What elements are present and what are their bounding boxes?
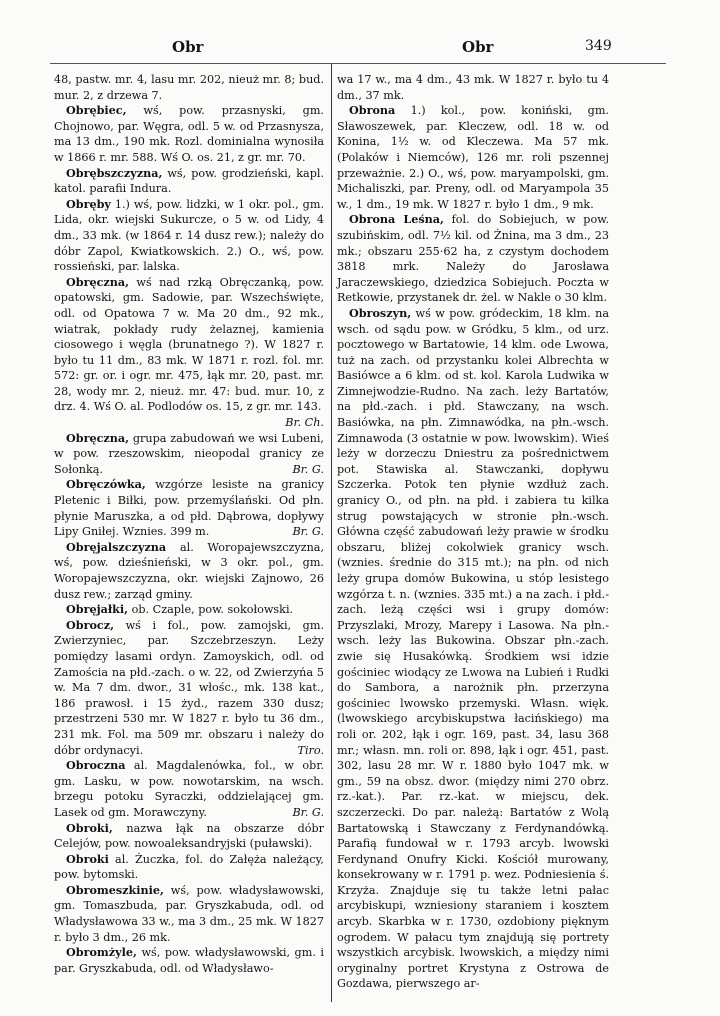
entry-text: wś i fol., pow. zamojski, gm. Zwierzyniec, par. Szczebrzeszyn. Leży pomiędzy lasami ordyn. Zamoyskich, odl. od Zamościa na płd.-zach. o w. 22, od Zwierzyńa 5 w. Ma 7 dm. dwor., 31 włośc., mk. 138 kat., 186 prawosł. i 15 żyd., razem 330 dusz; przestrzeni 530 mr. W 1827 r. było tu 36 dm., 231 mk. Fol. ma 509 mr. obszaru i należy do dóbr ordynacyi. <box>54 618 324 757</box>
author-signature: Br. G. <box>292 525 324 539</box>
entry-headword: Obręczówka, <box>66 477 146 492</box>
page-number: 349 <box>585 38 612 54</box>
entry-text: nazwa łąk na obszarze dóbr Celejów, pow. nowoaleksandryjski (puławski). <box>54 821 324 851</box>
entry-text: wa 17 w., ma 4 dm., 43 mk. W 1827 r. było tu 4 dm., 37 mk. <box>337 73 609 102</box>
dictionary-entry <box>54 477 324 539</box>
entry-text: wś, pow. przasnyski, gm. Chojnowo, par. Węgra, odl. 5 w. od Przasnysza, ma 13 dm., 190 mk. Rozl. dominialna wynosiła w 1866 r. mr. 588. Wś O. os. 21, z gr. mr. 70. <box>54 104 324 164</box>
entry-text: wś, pow. grodzieński, kapl. katol. parafii Indura. <box>54 166 324 196</box>
dictionary-entry <box>54 883 324 945</box>
dictionary-entry <box>54 602 324 618</box>
author-signature: Br. G. <box>292 805 324 819</box>
entry-text: 1.) wś, pow. lidzki, w 1 okr. pol., gm. Lida, okr. wiejski Sukurcze, o 5 w. od Lidy, 4 dm., 33 mk. (w 1864 r. 14 dusz rew.); należy do dóbr Zapol, Kwiatkowskich. 2.) O., wś, pow. rossieński, par. lalska. <box>54 197 324 274</box>
entry-text: wzgórze lesiste na granicy Pletenic i Biłki, pow. przemyślański. Od płn. płynie Maruszka, a od płd. Dąbrowa, dopływy Lipy Gniłej. Wznies. 399 m. <box>54 478 324 539</box>
entry-headword: Obroki, <box>66 820 113 835</box>
entry-text: fol. do Sobiejuch, w pow. szubińskim, odl. 7½ kil. od Żnina, ma 3 dm., 23 mk.; obszaru 255·62 ha, z czystym dochodem 3818 mrk. Należy do Jarosława Jaraczewskiego, dziedzica Sobiejuch. Poczta w Retkowie, przystanek dr. żel. w Nakle o 30 klm. <box>337 213 610 305</box>
left-column <box>54 72 324 976</box>
dictionary-entry <box>54 821 324 852</box>
entry-headword: Obroczna <box>66 758 126 773</box>
entry-headword: Obromeszkinie, <box>66 882 164 897</box>
entry-text: ob. Czaple, pow. sokołowski. <box>131 603 294 617</box>
dictionary-entry <box>54 618 324 758</box>
dictionary-entry <box>337 212 609 306</box>
entry-headword: Obromżyle, <box>66 945 137 960</box>
entry-headword: Obrębiec, <box>66 103 127 118</box>
dictionary-entry <box>54 540 324 602</box>
entry-text: wś, pow. władysławowski, gm. Tomaszbuda, par. Gryszkabuda, odl. od Władysławowa 33 w., ma 3 dm., 25 mk. W 1827 r. było 3 dm., 26 mk. <box>54 883 325 944</box>
dictionary-entry <box>54 758 324 820</box>
entry-text: 1.) kol., pow. koniński, gm. Sławoszewek, par. Kleczew, odl. 18 w. od Konina, 1½ w. od Kleczewa. Ma 57 mk. (Polaków i Niemców), 126 mr. roli pszennej przeważnie. 2.) O., wś, pow. maryampolski, gm. Michaliszki, par. Preny, odl. od Maryampola 35 w., 1 dm., 19 mk. W 1827 r. było 1 dm., 9 mk. <box>337 104 609 211</box>
author-signature: Tiro. <box>297 743 324 757</box>
dictionary-entry <box>54 852 324 883</box>
dictionary-entry <box>337 103 609 212</box>
entry-headword: Obrona <box>349 103 396 118</box>
running-header-right: Obr <box>462 38 494 56</box>
entry-text: al. Magdalenówka, fol., w obr. gm. Lasku, w pow. nowotarskim, na wsch. brzegu potoku Syraczki, oddzielającej gm. Lasek od gm. Morawczyny. <box>54 759 324 819</box>
entry-text: wś w pow. gródeckim, 18 klm. na wsch. od sądu pow. w Gródku, 5 klm., od urz. pocztowego w Bartatowie, 14 klm. ode Lwowa, tuż na zach. od przystanku kolei Albrechta w Basiówce a 6 klm. od st. kol. Karola Ludwika w Zimnejwodzie-Rudno. Na zach. leży Bartatów, na płd.-zach. i płd. Stawczany, na wsch. Basiówka, na płn. Zimnawódka, na płn.-wsch. Zimnawoda (3 ostatnie w pow. lwowskim). Wieś leży w dorzeczu Dniestru za pośrednictwem pot. Stawiska al. Stawczanki, dopływu Szczerka. Potok ten płynie wzdłuż zach. granicy O., od płn. na płd. i zabiera tu kilka strug powstających w stronie płn.-wsch. Główna część zabudowań leży prawie w środku obszaru, bliżej cokolwiek granicy wsch. (wznies. średnie do 315 mt.); na płn. od nich leży grupa domów Bukowina, u stóp lesistego wzgórza t. n. (wznies. 335 mt.) a na zach. i płd.-zach. leżą części wsi i grupy domów: Przyszlaki, Mrozy, Marepy i Lasowa. Na płn.-wsch. leży las Bukowina. Obszar płn.-zach. zwie się Husakówką. Środkiem wsi idzie gościniec wiodący ze Lwowa na Lubień i Rudki do Sambora, a narożnik płn. przerzyna gościniec lwowsko przemyski. Własn. więk. (lwowskiego arcybiskupstwa łacińskiego) ma roli or. 202, łąk i ogr. 169, past. 34, lasu 368 mr.; własn. mn. roli or. 898, łąk i ogr. 451, past. 302, lasu 28 mr. W r. 1880 było 1047 mk. w gm., 59 na obsz. dwor. (między nimi 270 obrz. rz.-kat.). Par. rz.-kat. w miejscu, dek. szczerzecki. Do par. należą: Bartatów z Wolą Bartatowską i Stawczany z Ferdynandówką. Parafią fundował w r. 1793 arcyb. lwowski Ferdynand Onufry Kicki. Kościół murowany, konsekrowany w r. 1791 p. wez. Podniesienia ś. Krzyża. Znajduje się tu także letni pałac arcybiskupi, wzniesiony staraniem i kosztem arcyb. Skarbka w r. 1730, ozdobiony pięknym ogrodem. W pałacu tym znajdują się portrety wszystkich arcybisk. lwowskich, a między nimi oryginalny portret Krystyna z Ostrowa de Gozdawa, pierwszego ar- <box>337 306 609 991</box>
dictionary-entry <box>54 431 324 478</box>
entry-headword: Obręczna, <box>66 274 130 289</box>
entry-text: wś nad rzką Obręczanką, pow. opatowski, gm. Sadowie, par. Wszechświęte, odl. od Opatowa 7 w. Ma 20 dm., 92 mk., wiatrak, pokłady rudy żelaznej, kamienia ciosowego i węgla (brunatnego ?). W 1827 r. było tu 11 dm., 83 mk. W 1871 r. rozl. fol. mr. 572: gr. or. i ogr. mr. 475, łąk mr. 20, past. mr. 28, wody mr. 2, nieuż. mr. 47: bud. mur. 10, z drz. 4. Wś O. al. Podlodów os. 15, z gr. mr. 143. <box>54 275 324 414</box>
dictionary-entry <box>54 945 324 976</box>
entry-text: al. Woropajewszczyzna, wś, pow. dzieśnieński, w 3 okr. pol., gm. Woropajewszczyzna, okr. wiejski Zajnowo, 26 dusz rew.; zarząd gminy. <box>54 540 325 601</box>
dictionary-entry <box>54 275 324 431</box>
entry-headword: Obręczna, <box>66 430 130 445</box>
entry-text: grupa zabudowań we wsi Lubeni, w pow. rzeszowskim, nieopodal granicy ze Sołonką. <box>54 431 324 476</box>
dictionary-entry <box>337 306 609 992</box>
entry-headword: Obręjalszczyzna <box>66 539 167 554</box>
dictionary-entry <box>54 166 324 197</box>
entry-headword: Obręby <box>66 196 111 211</box>
dictionary-entry <box>337 72 609 103</box>
entry-headword: Obroszyn, <box>349 305 412 320</box>
entry-headword: Obrocz, <box>66 617 114 632</box>
entry-headword: Obręjałki, <box>66 602 129 617</box>
author-signature: Br. G. <box>292 462 324 476</box>
dictionary-entry <box>54 72 324 103</box>
entry-text: wś, pow. władysławowski, gm. i par. Gryszkabuda, odl. od Władysławo- <box>54 946 325 975</box>
header-rule <box>50 63 666 64</box>
dictionary-entry <box>54 103 324 165</box>
column-divider <box>331 64 332 1002</box>
right-column <box>337 72 609 992</box>
running-header-left: Obr <box>172 38 204 56</box>
author-signature: Br. Ch. <box>285 416 324 430</box>
entry-headword: Obroki <box>66 851 109 866</box>
entry-text: al. Żuczka, fol. do Załęża należący, pow. bytomski. <box>54 852 324 882</box>
entry-headword: Obrębszczyzna, <box>66 165 163 180</box>
entry-headword: Obrona Leśna, <box>349 212 444 227</box>
entry-text: 48, pastw. mr. 4, lasu mr. 202, nieuż mr. 8; bud. mur. 2, z drzewa 7. <box>54 73 324 102</box>
dictionary-entry <box>54 197 324 275</box>
